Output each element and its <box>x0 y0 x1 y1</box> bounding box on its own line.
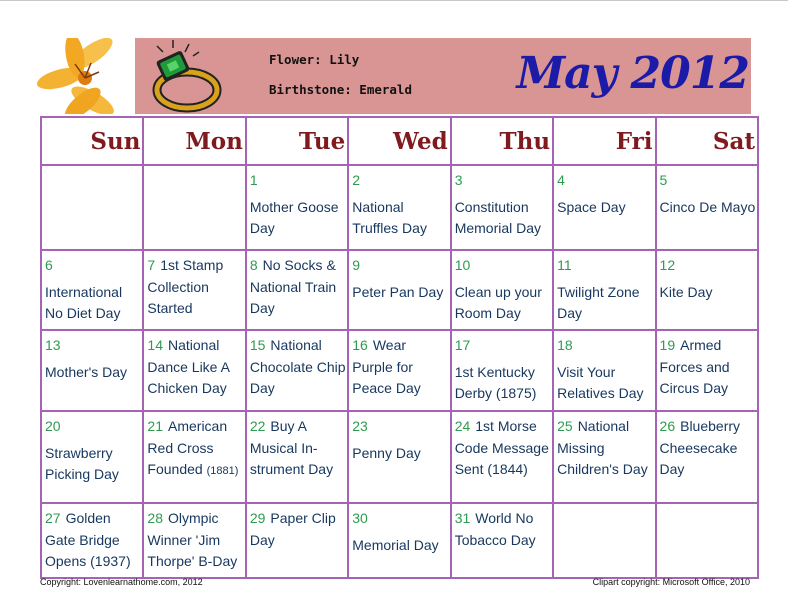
week-row <box>41 330 758 411</box>
day-event: Mother Goose Day <box>249 198 339 236</box>
day-event: No Socks & National Train Day <box>249 257 337 316</box>
day-event: Buy A Musical In-strument Day <box>249 418 334 477</box>
day-number: 2 <box>352 172 361 188</box>
day-number: 4 <box>557 172 565 188</box>
empty-day-cell <box>656 503 758 578</box>
day-cell-21 <box>143 411 245 503</box>
day-event: 1st Stamp Collection Started <box>147 257 224 316</box>
day-number: 23 <box>352 418 368 434</box>
day-cell-9 <box>348 250 450 330</box>
emerald-ring-icon <box>143 38 223 114</box>
day-event: National Missing Children's Day <box>557 418 648 477</box>
day-cell-24 <box>451 411 553 503</box>
day-cell-17 <box>451 330 553 411</box>
weekday-header-row <box>41 117 758 165</box>
day-event: 1st Kentucky Derby (1875) <box>454 363 537 401</box>
day-cell-2 <box>348 165 450 250</box>
day-number: 26 <box>659 418 676 434</box>
day-number: 17 <box>454 337 471 353</box>
day-cell-7 <box>143 250 245 330</box>
day-event: Cinco De Mayo <box>659 198 756 215</box>
day-number: 16 <box>352 337 368 353</box>
day-event: Kite Day <box>659 283 713 300</box>
day-cell-29 <box>246 503 348 578</box>
day-number: 1 <box>249 172 258 188</box>
lily-flower-icon <box>37 38 135 114</box>
day-cell-12 <box>656 250 758 330</box>
empty-day-cell <box>553 503 655 578</box>
day-event: Wear Purple for Peace Day <box>352 337 421 396</box>
weekday-sat: Sat <box>656 117 758 165</box>
clipart-copyright-footer: Clipart copyright: Microsoft Office, 2010 <box>592 577 750 587</box>
day-number: 14 <box>147 337 163 353</box>
day-number: 29 <box>249 510 266 526</box>
day-event: Memorial Day <box>352 536 439 553</box>
day-number: 10 <box>454 257 471 273</box>
day-cell-16 <box>348 330 450 411</box>
calendar-grid <box>40 116 759 579</box>
day-number: 9 <box>352 257 361 273</box>
weekday-thu: Thu <box>451 117 553 165</box>
day-cell-31 <box>451 503 553 578</box>
day-event: 1st Morse Code Message Sent (1844) <box>454 418 549 477</box>
empty-day-cell <box>41 165 143 250</box>
day-cell-25 <box>553 411 655 503</box>
day-cell-3 <box>451 165 553 250</box>
day-number: 3 <box>454 172 463 188</box>
day-event: Mother's Day <box>45 363 128 380</box>
day-event-year: (1881) <box>206 465 239 477</box>
day-number: 11 <box>557 257 572 273</box>
day-cell-15 <box>246 330 348 411</box>
month-title: May 2012 <box>516 48 749 99</box>
copyright-footer: Copyright: Lovenlearnathome.com, 2012 <box>40 577 203 587</box>
calendar-header <box>37 38 751 114</box>
day-cell-20 <box>41 411 143 503</box>
day-number: 13 <box>45 337 61 353</box>
day-event: Strawberry Picking Day <box>45 444 119 482</box>
week-row <box>41 411 758 503</box>
weekday-wed: Wed <box>348 117 450 165</box>
weekday-mon: Mon <box>143 117 245 165</box>
week-row <box>41 250 758 330</box>
day-number: 7 <box>147 257 156 273</box>
day-event: National Truffles Day <box>352 198 427 236</box>
day-cell-5 <box>656 165 758 250</box>
weekday-sun: Sun <box>41 117 143 165</box>
week-row <box>41 503 758 578</box>
day-number: 8 <box>249 257 258 273</box>
weekday-tue: Tue <box>246 117 348 165</box>
day-number: 21 <box>147 418 163 434</box>
day-cell-11 <box>553 250 655 330</box>
day-cell-18 <box>553 330 655 411</box>
day-event: Twilight Zone Day <box>557 283 640 321</box>
day-cell-6 <box>41 250 143 330</box>
empty-day-cell <box>143 165 245 250</box>
day-cell-13 <box>41 330 143 411</box>
day-event: Visit Your Relatives Day <box>557 363 644 401</box>
day-cell-19 <box>656 330 758 411</box>
day-event: Clean up your Room Day <box>454 283 542 321</box>
day-event: American Red Cross Founded <box>147 418 228 477</box>
day-cell-26 <box>656 411 758 503</box>
day-cell-8 <box>246 250 348 330</box>
day-cell-14 <box>143 330 245 411</box>
day-event: Paper Clip Day <box>249 510 336 548</box>
day-cell-1 <box>246 165 348 250</box>
day-event: Space Day <box>557 198 626 215</box>
week-row <box>41 165 758 250</box>
day-number: 30 <box>352 510 368 526</box>
day-event: Constitution Memorial Day <box>454 198 542 236</box>
flower-label: Flower: Lily <box>269 52 360 67</box>
day-cell-10 <box>451 250 553 330</box>
day-event: National Chocolate Chip Day <box>249 337 346 396</box>
day-number: 31 <box>454 510 471 526</box>
day-number: 12 <box>659 257 676 273</box>
day-event: Blueberry Cheesecake Day <box>659 418 741 477</box>
birthstone-label: Birthstone: Emerald <box>269 82 412 97</box>
day-event: National Dance Like A Chicken Day <box>147 337 230 396</box>
day-number: 15 <box>249 337 266 353</box>
day-number: 19 <box>659 337 676 353</box>
day-number: 24 <box>454 418 471 434</box>
day-cell-23 <box>348 411 450 503</box>
day-event: Peter Pan Day <box>352 283 444 300</box>
day-number: 18 <box>557 337 573 353</box>
day-cell-22 <box>246 411 348 503</box>
weekday-fri: Fri <box>553 117 655 165</box>
day-number: 6 <box>45 257 53 273</box>
day-cell-4 <box>553 165 655 250</box>
day-event: Golden Gate Bridge Opens (1937) <box>45 510 131 569</box>
day-number: 25 <box>557 418 573 434</box>
day-number: 22 <box>249 418 266 434</box>
day-cell-28 <box>143 503 245 578</box>
day-event: World No Tobacco Day <box>454 510 536 548</box>
day-cell-27 <box>41 503 143 578</box>
day-event: International No Diet Day <box>45 283 123 321</box>
day-event: Penny Day <box>352 444 421 461</box>
day-event: Armed Forces and Circus Day <box>659 337 730 396</box>
day-number: 5 <box>659 172 668 188</box>
day-number: 28 <box>147 510 163 526</box>
day-cell-30 <box>348 503 450 578</box>
day-number: 20 <box>45 418 61 434</box>
day-number: 27 <box>45 510 61 526</box>
day-event: Olympic Winner 'Jim Thorpe' B-Day <box>147 510 238 569</box>
top-rule <box>0 0 788 1</box>
